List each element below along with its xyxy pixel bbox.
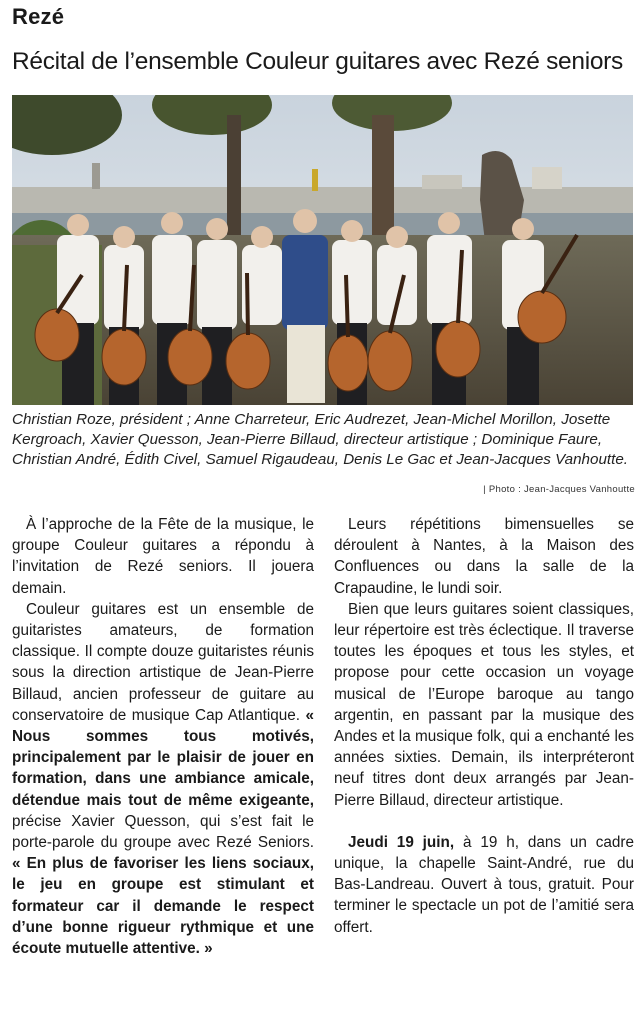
article-quote: « Nous sommes tous motivés, principalement par le plaisir de jouer en formation, dans une ambiance amicale, détendue mais tout de même exigeante, <box>12 706 314 809</box>
article-paragraph: Leurs répétitions bimensuelles se déroulent à Nantes, à la Maison des Confluences ou dans la salle de la Crapaudine, le lundi soir. <box>334 516 634 597</box>
article-text: Couleur guitares est un ensemble de guitaristes amateurs, de formation classique. Il compte douze guitaristes réunis sous la direction artistique de Jean-Pierre Billaud, ancien professeur de guitare au conservatoire de musique Cap Atlantique. <box>12 600 314 724</box>
event-date: Jeudi 19 juin, <box>348 833 455 851</box>
event-info: à 19 h, dans un cadre unique, la chapelle Saint-André, rue du Bas-Landreau. Ouvert à tous, gratuit. Pour terminer le spectacle un pot de l’amitié sera offert. <box>334 833 635 936</box>
article-paragraph: Bien que leurs guitares soient classiques, leur répertoire est très éclectique. Il traverse toutes les époques et tous les styles, et propose pour cette occasion un voyage musical de l’Europe baroque au tango argentin, en passant par la musique des Andes et la musique folk, qui a enchanté les années sixties. Demain, ils interpréteront neuf titres dont deux arrangés par Jean-Pierre Billaud, directeur artistique. <box>334 600 634 809</box>
article-column-right <box>334 514 634 938</box>
article-photo <box>12 95 633 405</box>
group-photo-guitarists-icon <box>12 95 633 405</box>
photo-caption: Christian Roze, président ; Anne Charreteur, Eric Audrezet, Jean-Michel Morillon, Josette Kergroach, Xavier Quesson, Jean-Pierre Billaud, directeur artistique ; Dominique Faure, Christian André, Édith Civel, Samuel Rigaudeau, Denis Le Gac et Jean-Jacques Vanhoutte. <box>12 411 629 468</box>
headline: Récital de l’ensemble Couleur guitares avec Rezé seniors <box>12 48 623 75</box>
event-paragraph <box>334 832 634 938</box>
article-text: précise Xavier Quesson, qui s’est fait le porte-parole du groupe avec Rezé Seniors. <box>12 812 314 852</box>
photo-credit: | Photo : Jean-Jacques Vanhoutte <box>483 484 635 495</box>
section-label: Rezé <box>12 4 65 29</box>
article-column-left <box>12 514 314 959</box>
article-quote: « En plus de favoriser les liens sociaux, le jeu en groupe est stimulant et formateur car il demande le respect d’une bonne rigueur rythmique et une écoute mutuelle attentive. » <box>12 855 314 958</box>
article-paragraph: À l’approche de la Fête de la musique, le groupe Couleur guitares a répondu à l’invitation de Rezé seniors. Il jouera demain. <box>12 516 314 597</box>
article-paragraph <box>12 599 314 959</box>
